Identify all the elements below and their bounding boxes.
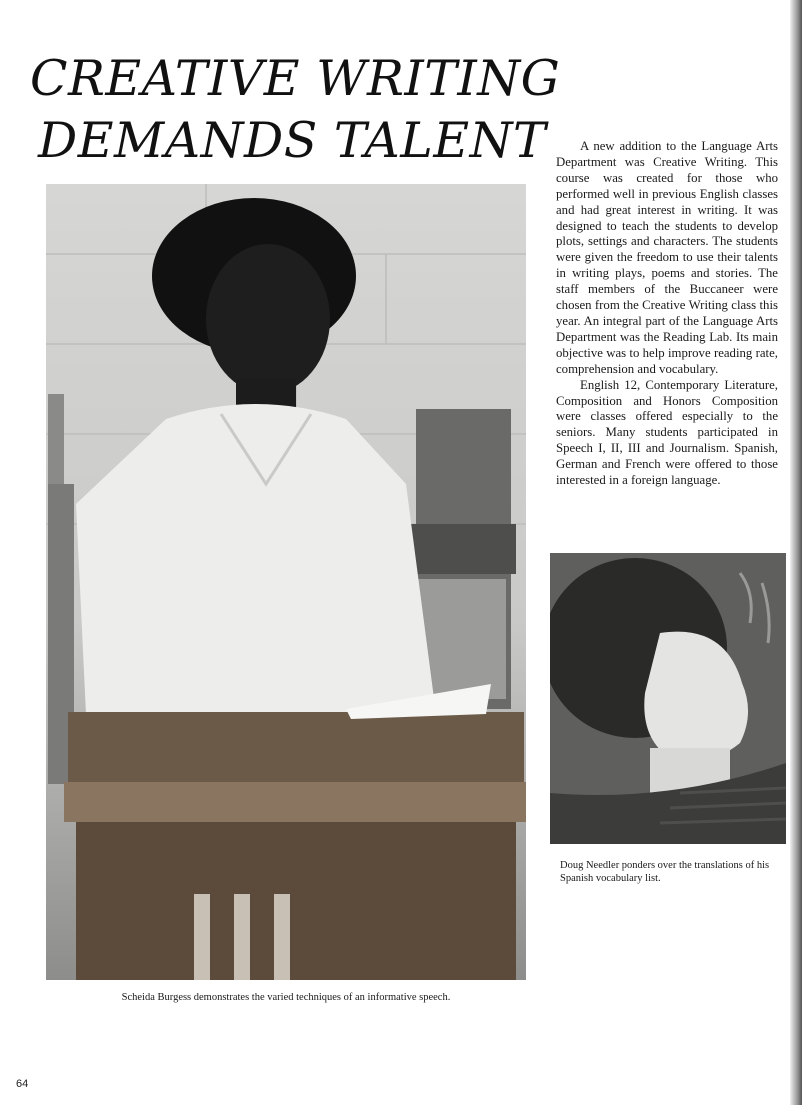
headline-line-1: CREATIVE WRITING [30, 50, 561, 107]
page-headline [30, 48, 561, 172]
page-number: 64 [16, 1078, 29, 1090]
lectern-slat-1 [194, 894, 210, 980]
main-photo-illustration [46, 184, 526, 980]
trophy [48, 394, 64, 484]
lectern-slat-3 [274, 894, 290, 980]
article-body [556, 139, 778, 489]
side-photo-caption: Doug Needler ponders over the translations of his Spanish vocabulary list. [560, 860, 770, 884]
blouse [76, 404, 436, 714]
article-paragraph-2: English 12, Contemporary Literature, Composition and Honors Composition were classes offered especially to the seniors. Many students participated in Speech I, II, III and Journalism. Spanish, German and French were offered to those interested in a foreign language. [556, 377, 778, 488]
article-paragraph-1: A new addition to the Language Arts Department was Creative Writing. This course was created for those who performed well in previous English classes and had great interest in writing. It was designed to teach the students to develop plots, settings and characters. The students were given the freedom to use their talents in writing plays, poems and stories. The staff members of the Buccaneer were chosen from the Creative Writing class this year. An integral part of the Language Arts Department was the Reading Lab. Its main objective was to help improve reading rate, comprehension and vocabulary. [556, 139, 778, 376]
side-photo [550, 553, 786, 844]
lectern-slat-2 [234, 894, 250, 980]
side-photo-illustration [550, 553, 786, 844]
page-spine-shadow [790, 0, 802, 1105]
face [206, 244, 330, 394]
headline-line-2: DEMANDS TALENT [38, 112, 547, 169]
lectern-body [76, 822, 516, 980]
lectern-ledge [64, 782, 526, 822]
lectern-top [68, 712, 524, 782]
main-photo-caption: Scheida Burgess demonstrates the varied techniques of an informative speech. [121, 992, 451, 1003]
main-photo [46, 184, 526, 980]
